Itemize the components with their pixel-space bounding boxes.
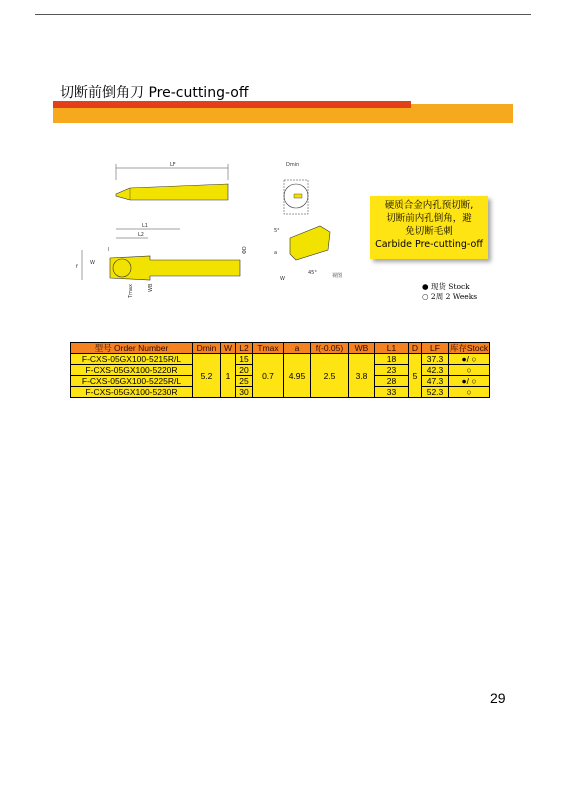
cell-order: F-CXS-05GX100-5220R <box>71 365 193 376</box>
cell-l2: 30 <box>236 387 253 398</box>
page-title: 切断前倒角刀 Pre-cutting-off <box>60 85 249 101</box>
col-stock: 库存Stock <box>449 343 489 353</box>
note-line: 切断前内孔倒角，避 <box>386 213 472 224</box>
label-angle45: 45° <box>308 270 317 276</box>
col-dmin: Dmin <box>193 343 221 354</box>
label-lf: LF <box>170 162 176 168</box>
label-l: l <box>108 247 110 253</box>
cell-stock: ○ <box>449 365 490 376</box>
label-dmin: Dmin <box>286 162 300 168</box>
label-f: f <box>76 264 78 270</box>
table-header-row <box>71 343 490 354</box>
cell-w: 1 <box>221 354 236 398</box>
cell-lf: 52.3 <box>422 387 449 398</box>
tool-technical-drawing <box>70 150 360 310</box>
cell-d: 5 <box>409 354 422 398</box>
cell-l2: 20 <box>236 365 253 376</box>
cell-order: F-CXS-05GX100-5230R <box>71 387 193 398</box>
col-l1: L1 <box>375 343 409 354</box>
label-angle5: 5° <box>274 228 280 234</box>
title-bar-red <box>53 101 411 108</box>
cell-l1: 33 <box>375 387 409 398</box>
col-d: D <box>409 343 422 354</box>
note-box <box>370 196 488 259</box>
col-lf: LF <box>422 343 449 354</box>
label-tmax: Tmax <box>128 284 134 298</box>
title-bar-orange <box>53 108 513 123</box>
col-f: f(-0.05) <box>311 343 349 354</box>
legend-stock: ● 现货 Stock <box>422 282 470 291</box>
label-w: W <box>90 260 95 266</box>
cell-wb: 3.8 <box>349 354 375 398</box>
label-l1: L1 <box>142 223 148 229</box>
label-od: ΦD <box>242 246 248 254</box>
label-a: a <box>274 250 278 256</box>
cell-stock: ●/ ○ <box>449 376 490 387</box>
label-l2: L2 <box>138 232 144 238</box>
table-row <box>71 354 490 365</box>
note-line: 硬质合金内孔预切断, <box>384 200 474 211</box>
legend-weeks: ○ 2周 2 Weeks <box>422 292 478 301</box>
cell-stock: ○ <box>449 387 490 398</box>
cell-l1: 28 <box>375 376 409 387</box>
cell-l1: 23 <box>375 365 409 376</box>
cell-tmax: 0.7 <box>253 354 284 398</box>
cell-order: F-CXS-05GX100-5215R/L <box>71 354 193 365</box>
label-w2: W <box>280 276 285 282</box>
cell-stock: ●/ ○ <box>449 354 490 365</box>
col-tmax: Tmax <box>253 343 284 354</box>
note-line: 免切断毛刺 <box>405 226 453 237</box>
page-number: 29 <box>490 690 506 706</box>
cell-dmin: 5.2 <box>193 354 221 398</box>
cell-f: 2.5 <box>311 354 349 398</box>
col-a: a <box>284 343 311 354</box>
note-line: Carbide Pre-cutting-off <box>375 239 483 250</box>
cell-l1: 18 <box>375 354 409 365</box>
cell-l2: 15 <box>236 354 253 365</box>
stock-legend <box>422 282 477 302</box>
col-order-number: 型号 Order Number <box>71 343 193 354</box>
cell-a: 4.95 <box>284 354 311 398</box>
cell-lf: 47.3 <box>422 376 449 387</box>
col-l2: L2 <box>236 343 253 354</box>
cell-l2: 25 <box>236 376 253 387</box>
spec-table <box>70 342 490 398</box>
cell-order: F-CXS-05GX100-5225R/L <box>71 376 193 387</box>
cell-lf: 37.3 <box>422 354 449 365</box>
col-wb: WB <box>349 343 375 354</box>
top-rule <box>35 14 531 15</box>
col-w: W <box>221 343 236 354</box>
label-view: 视图 <box>332 273 343 279</box>
cell-lf: 42.3 <box>422 365 449 376</box>
label-wb: WB <box>148 283 154 292</box>
